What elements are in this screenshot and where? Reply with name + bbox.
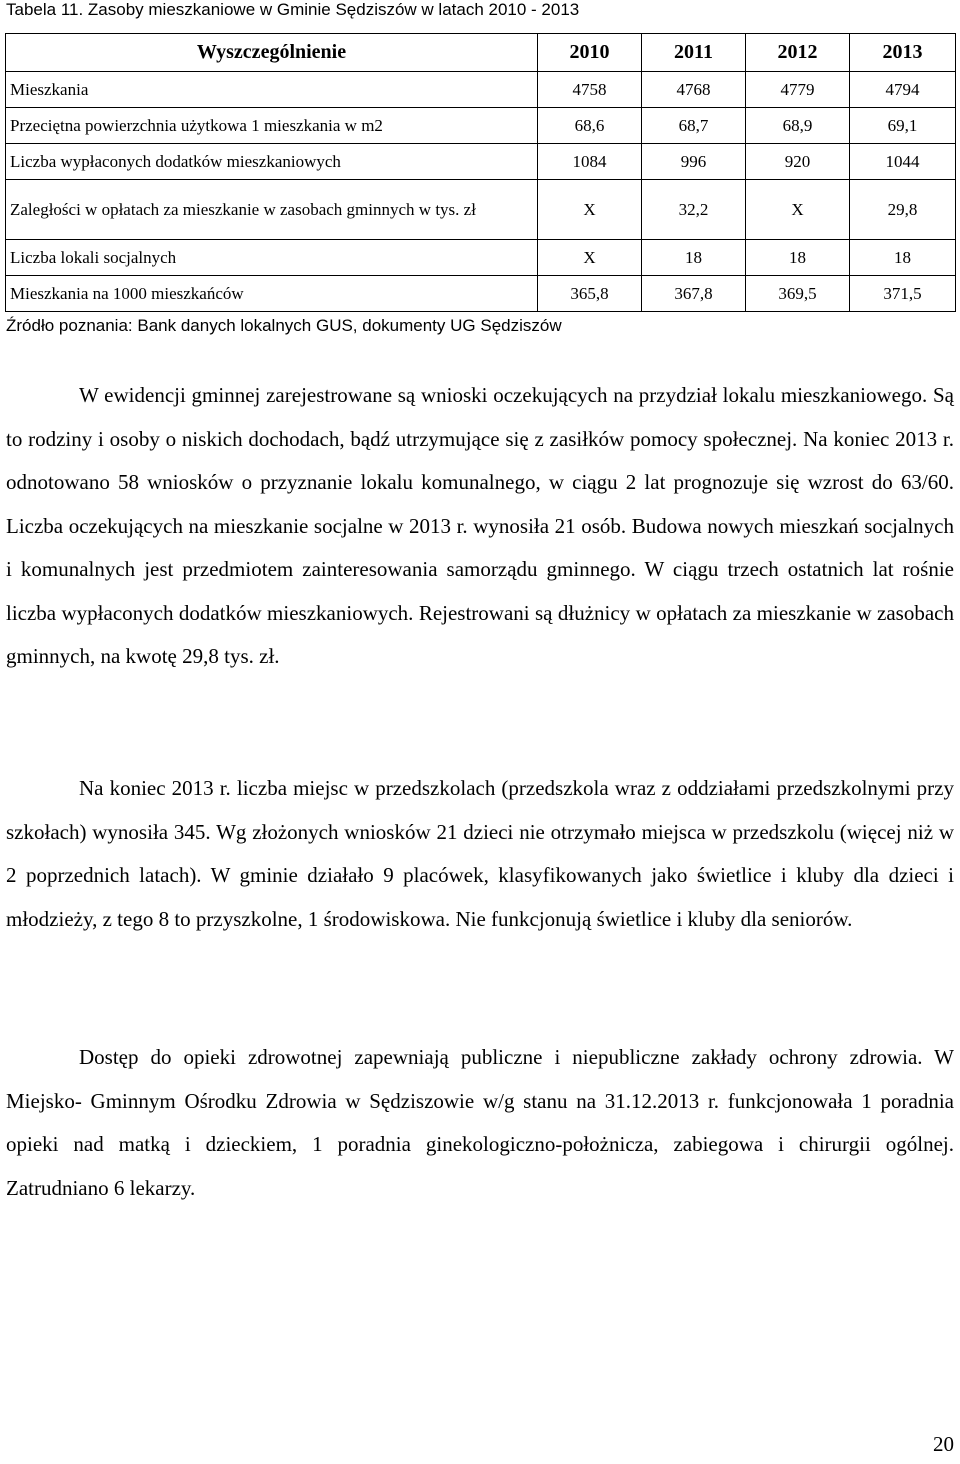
cell-value: 18	[746, 240, 850, 276]
cell-value: 1044	[850, 144, 956, 180]
table-header-row	[6, 34, 956, 72]
cell-value: 369,5	[746, 276, 850, 312]
row-label: Przeciętna powierzchnia użytkowa 1 mieszkania w m2	[6, 108, 538, 144]
cell-value: 367,8	[642, 276, 746, 312]
table-caption: Tabela 11. Zasoby mieszkaniowe w Gminie Sędziszów w latach 2010 - 2013	[6, 0, 580, 19]
cell-value: X	[538, 240, 642, 276]
row-label: Mieszkania na 1000 mieszkańców	[6, 276, 538, 312]
cell-value: 365,8	[538, 276, 642, 312]
cell-value: 920	[746, 144, 850, 180]
row-label: Zaległości w opłatach za mieszkanie w zasobach gminnych w tys. zł	[6, 180, 538, 240]
table-row	[6, 180, 956, 240]
cell-value: X	[538, 180, 642, 240]
header-2010: 2010	[538, 34, 642, 72]
cell-value: 996	[642, 144, 746, 180]
header-2012: 2012	[746, 34, 850, 72]
cell-value: 371,5	[850, 276, 956, 312]
table-row	[6, 240, 956, 276]
cell-value: 68,9	[746, 108, 850, 144]
cell-value: 29,8	[850, 180, 956, 240]
housing-table	[5, 33, 956, 312]
cell-value: 4768	[642, 72, 746, 108]
paragraph-housing: W ewidencji gminnej zarejestrowane są wnioski oczekujących na przydział lokalu mieszkaniowego. Są to rodziny i osoby o niskich dochodach, bądź utrzymujące się z zasiłków pomocy społecznej. Na koniec 2013 r. odnotowano 58 wniosków o przyznanie lokalu komunalnego, w ciągu 2 lat prognozuje się wzrost do 63/60. Liczba oczekujących na mieszkanie socjalne w 2013 r. wynosiła 21 osób. Budowa nowych mieszkań socjalnych i komunalnych jest przedmiotem zainteresowania samorządu gminnego. W ciągu trzech ostatnich lat rośnie liczba wypłaconych dodatków mieszkaniowych. Rejestrowani są dłużnicy w opłatach za mieszkanie w zasobach gminnych, na kwotę 29,8 tys. zł.	[6, 383, 954, 668]
cell-value: 4758	[538, 72, 642, 108]
cell-value: 68,7	[642, 108, 746, 144]
cell-value: 18	[642, 240, 746, 276]
cell-value: 18	[850, 240, 956, 276]
cell-value: 32,2	[642, 180, 746, 240]
table-row	[6, 144, 956, 180]
cell-value: 68,6	[538, 108, 642, 144]
cell-value: X	[746, 180, 850, 240]
table-source-note: Źródło poznania: Bank danych lokalnych GUS, dokumenty UG Sędziszów	[6, 316, 562, 335]
cell-value: 69,1	[850, 108, 956, 144]
paragraph-preschools: Na koniec 2013 r. liczba miejsc w przedszkolach (przedszkola wraz z oddziałami przedszkolnymi przy szkołach) wynosiła 345. Wg złożonych wniosków 21 dzieci nie otrzymało miejsca w przedszkolu (więcej niż w 2 poprzednich latach). W gminie działało 9 placówek, klasyfikowanych jako świetlice i kluby dla dzieci i młodzieży, z tego 8 to przyszkolne, 1 środowiskowa. Nie funkcjonują świetlice i kluby dla seniorów.	[6, 776, 954, 931]
row-label: Liczba lokali socjalnych	[6, 240, 538, 276]
header-2011: 2011	[642, 34, 746, 72]
table-row	[6, 276, 956, 312]
cell-value: 4779	[746, 72, 850, 108]
row-label: Liczba wypłaconych dodatków mieszkaniowych	[6, 144, 538, 180]
table-row	[6, 108, 956, 144]
cell-value: 1084	[538, 144, 642, 180]
paragraph-healthcare: Dostęp do opieki zdrowotnej zapewniają publiczne i niepubliczne zakłady ochrony zdrowia. W Miejsko- Gminnym Ośrodku Zdrowia w Sędziszowie w/g stanu na 31.12.2013 r. funkcjonowała 1 poradnia opieki nad matką i dzieckiem, 1 poradnia ginekologiczno-położnicza, zabiegowa i chirurgii ogólnej. Zatrudniano 6 lekarzy.	[6, 1045, 954, 1200]
header-2013: 2013	[850, 34, 956, 72]
row-label: Mieszkania	[6, 72, 538, 108]
page-number: 20	[933, 1432, 954, 1456]
cell-value: 4794	[850, 72, 956, 108]
header-description: Wyszczególnienie	[6, 34, 538, 72]
table-row	[6, 72, 956, 108]
